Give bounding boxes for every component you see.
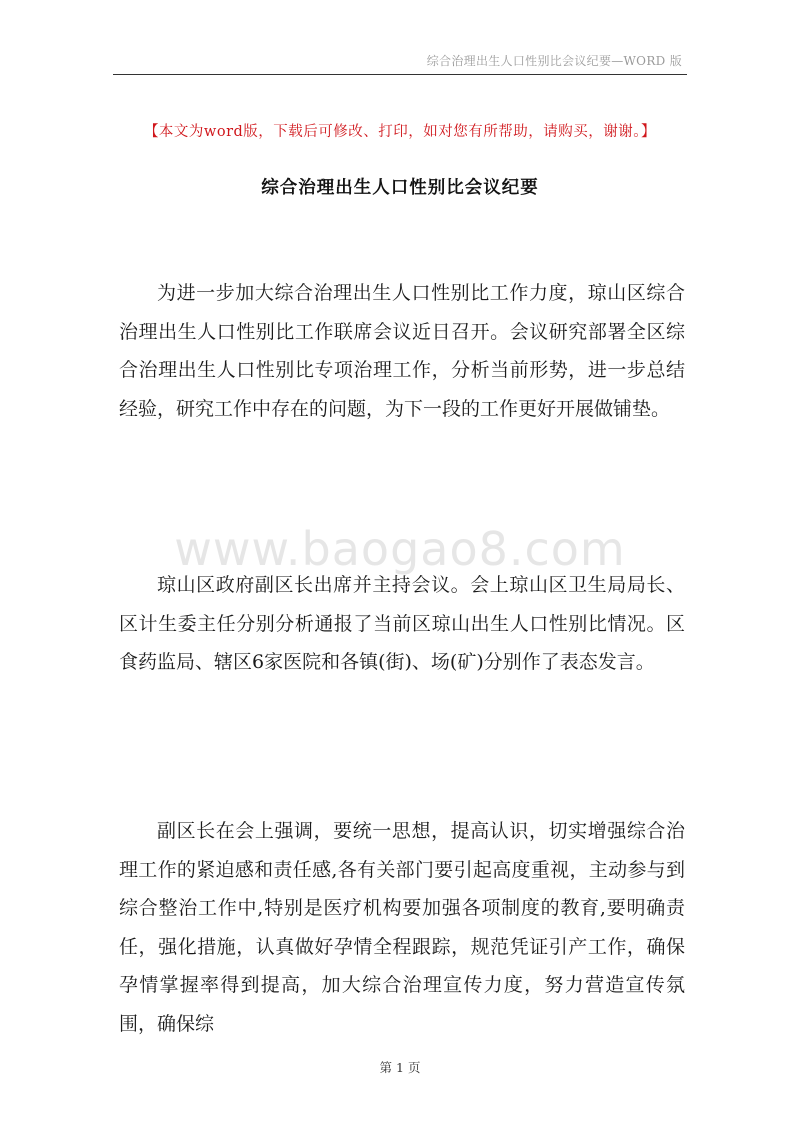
running-header: 综合治理出生人口性别比会议纪要—WORD 版 — [426, 54, 682, 68]
download-notice: 【本文为word版，下载后可修改、打印，如对您有所帮助，请购买，谢谢。】 — [143, 124, 657, 140]
document-title: 综合治理出生人口性别比会议纪要 — [261, 178, 539, 198]
paragraph-1: 为进一步加大综合治理出生人口性别比工作力度，琼山区综合治理出生人口性别比工作联席会议近日召开。会议研究部署全区综合治理出生人口性别比专项治理工作，分析当前形势，进一步总结经验，研究工作中存在的问题，为下一段的工作更好开展做铺垫。 — [119, 282, 685, 420]
page-number: 第 1 页 — [379, 1060, 421, 1075]
site-watermark: www.baogao8.com — [174, 522, 626, 576]
paragraph-3: 副区长在会上强调，要统一思想，提高认识，切实增强综合治理工作的紧迫感和责任感,各有关部门要引起高度重视，主动参与到综合整治工作中,特别是医疗机构要加强各项制度的教育,要明确责任，强化措施，认真做好孕情全程跟踪，规范凭证引产工作，确保孕情掌握率得到提高，加大综合治理宣传力度，努力营造宣传氛围，确保综 — [119, 820, 685, 1035]
paragraph-2: 琼山区政府副区长出席并主持会议。会上琼山区卫生局局长、区计生委主任分别分析通报了当前区琼山出生人口性别比情况。区食药监局、辖区6家医院和各镇(街)、场(矿)分别作了表态发言。 — [119, 574, 685, 674]
header-divider — [113, 74, 687, 75]
